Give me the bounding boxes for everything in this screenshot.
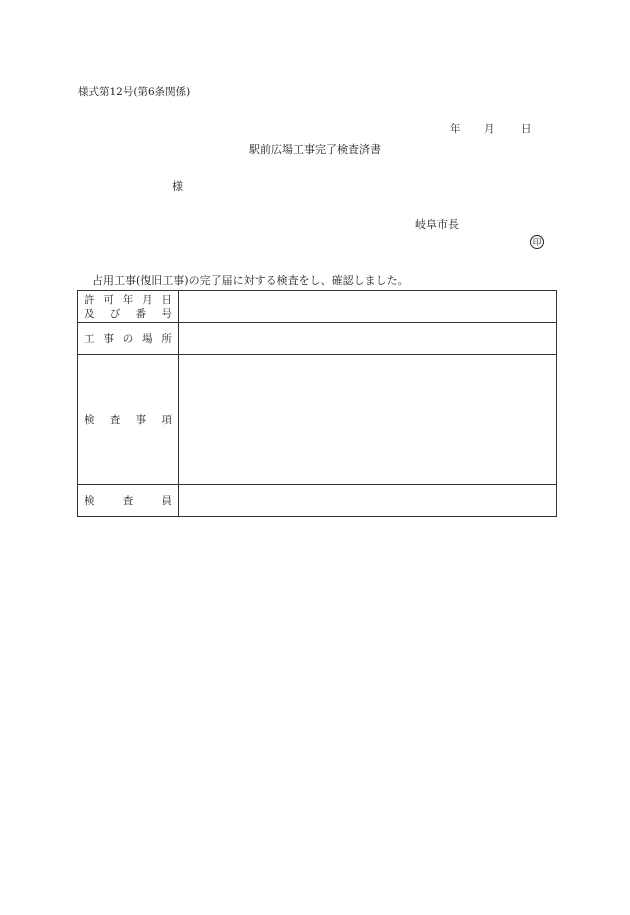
table-row-inspection-items [78,355,557,485]
issuer-name: 岐阜市長 [415,218,459,231]
label-char: 月 [142,293,153,306]
table-row-permit [78,291,557,323]
label-char: 工 [84,332,95,345]
label-char: 事 [103,332,114,345]
table-row-inspector [78,485,557,517]
label-char: 検 [84,494,95,507]
form-number: 様式第12号(第6条関係) [78,86,191,98]
label-char: 許 [84,293,95,306]
label-char: 号 [161,307,172,320]
permit-label-line2 [78,307,178,321]
label-char: 所 [161,332,172,345]
label-char: 員 [161,494,172,507]
location-label-cell [78,323,179,355]
confirmation-statement: 占用工事(復旧工事)の完了届に対する検査をし、確認しました。 [92,274,409,287]
label-char: 事 [135,413,147,426]
inspector-label-cell [78,485,179,517]
details-table [77,290,557,517]
inspector-value-cell[interactable] [179,485,557,517]
label-char: 査 [122,494,134,507]
items-label [78,413,178,427]
date-year-label: 年 [450,123,461,135]
location-value-cell[interactable] [179,323,557,355]
inspector-label [78,494,178,508]
permit-label-cell [78,291,179,323]
location-label [78,332,178,346]
date-day-label: 日 [521,123,532,135]
table-row-location [78,323,557,355]
label-char: 可 [103,293,114,306]
label-char: 及 [84,307,95,320]
label-char: 日 [161,293,172,306]
label-char: 年 [122,293,134,306]
label-char: 査 [109,413,121,426]
permit-label-line1 [78,293,178,307]
label-char: 場 [142,332,153,345]
label-char: び [109,307,121,320]
items-label-cell [78,355,179,485]
date-month-label: 月 [484,123,495,135]
items-value-cell[interactable] [179,355,557,485]
label-char: 番 [135,307,147,320]
recipient-suffix: 様 [172,180,183,193]
permit-value-cell[interactable] [179,291,557,323]
label-char: 項 [161,413,172,426]
label-char: の [122,332,134,345]
document-title: 駅前広場工事完了検査済書 [249,143,381,156]
seal-mark: 印 [530,235,544,249]
label-char: 検 [84,413,95,426]
